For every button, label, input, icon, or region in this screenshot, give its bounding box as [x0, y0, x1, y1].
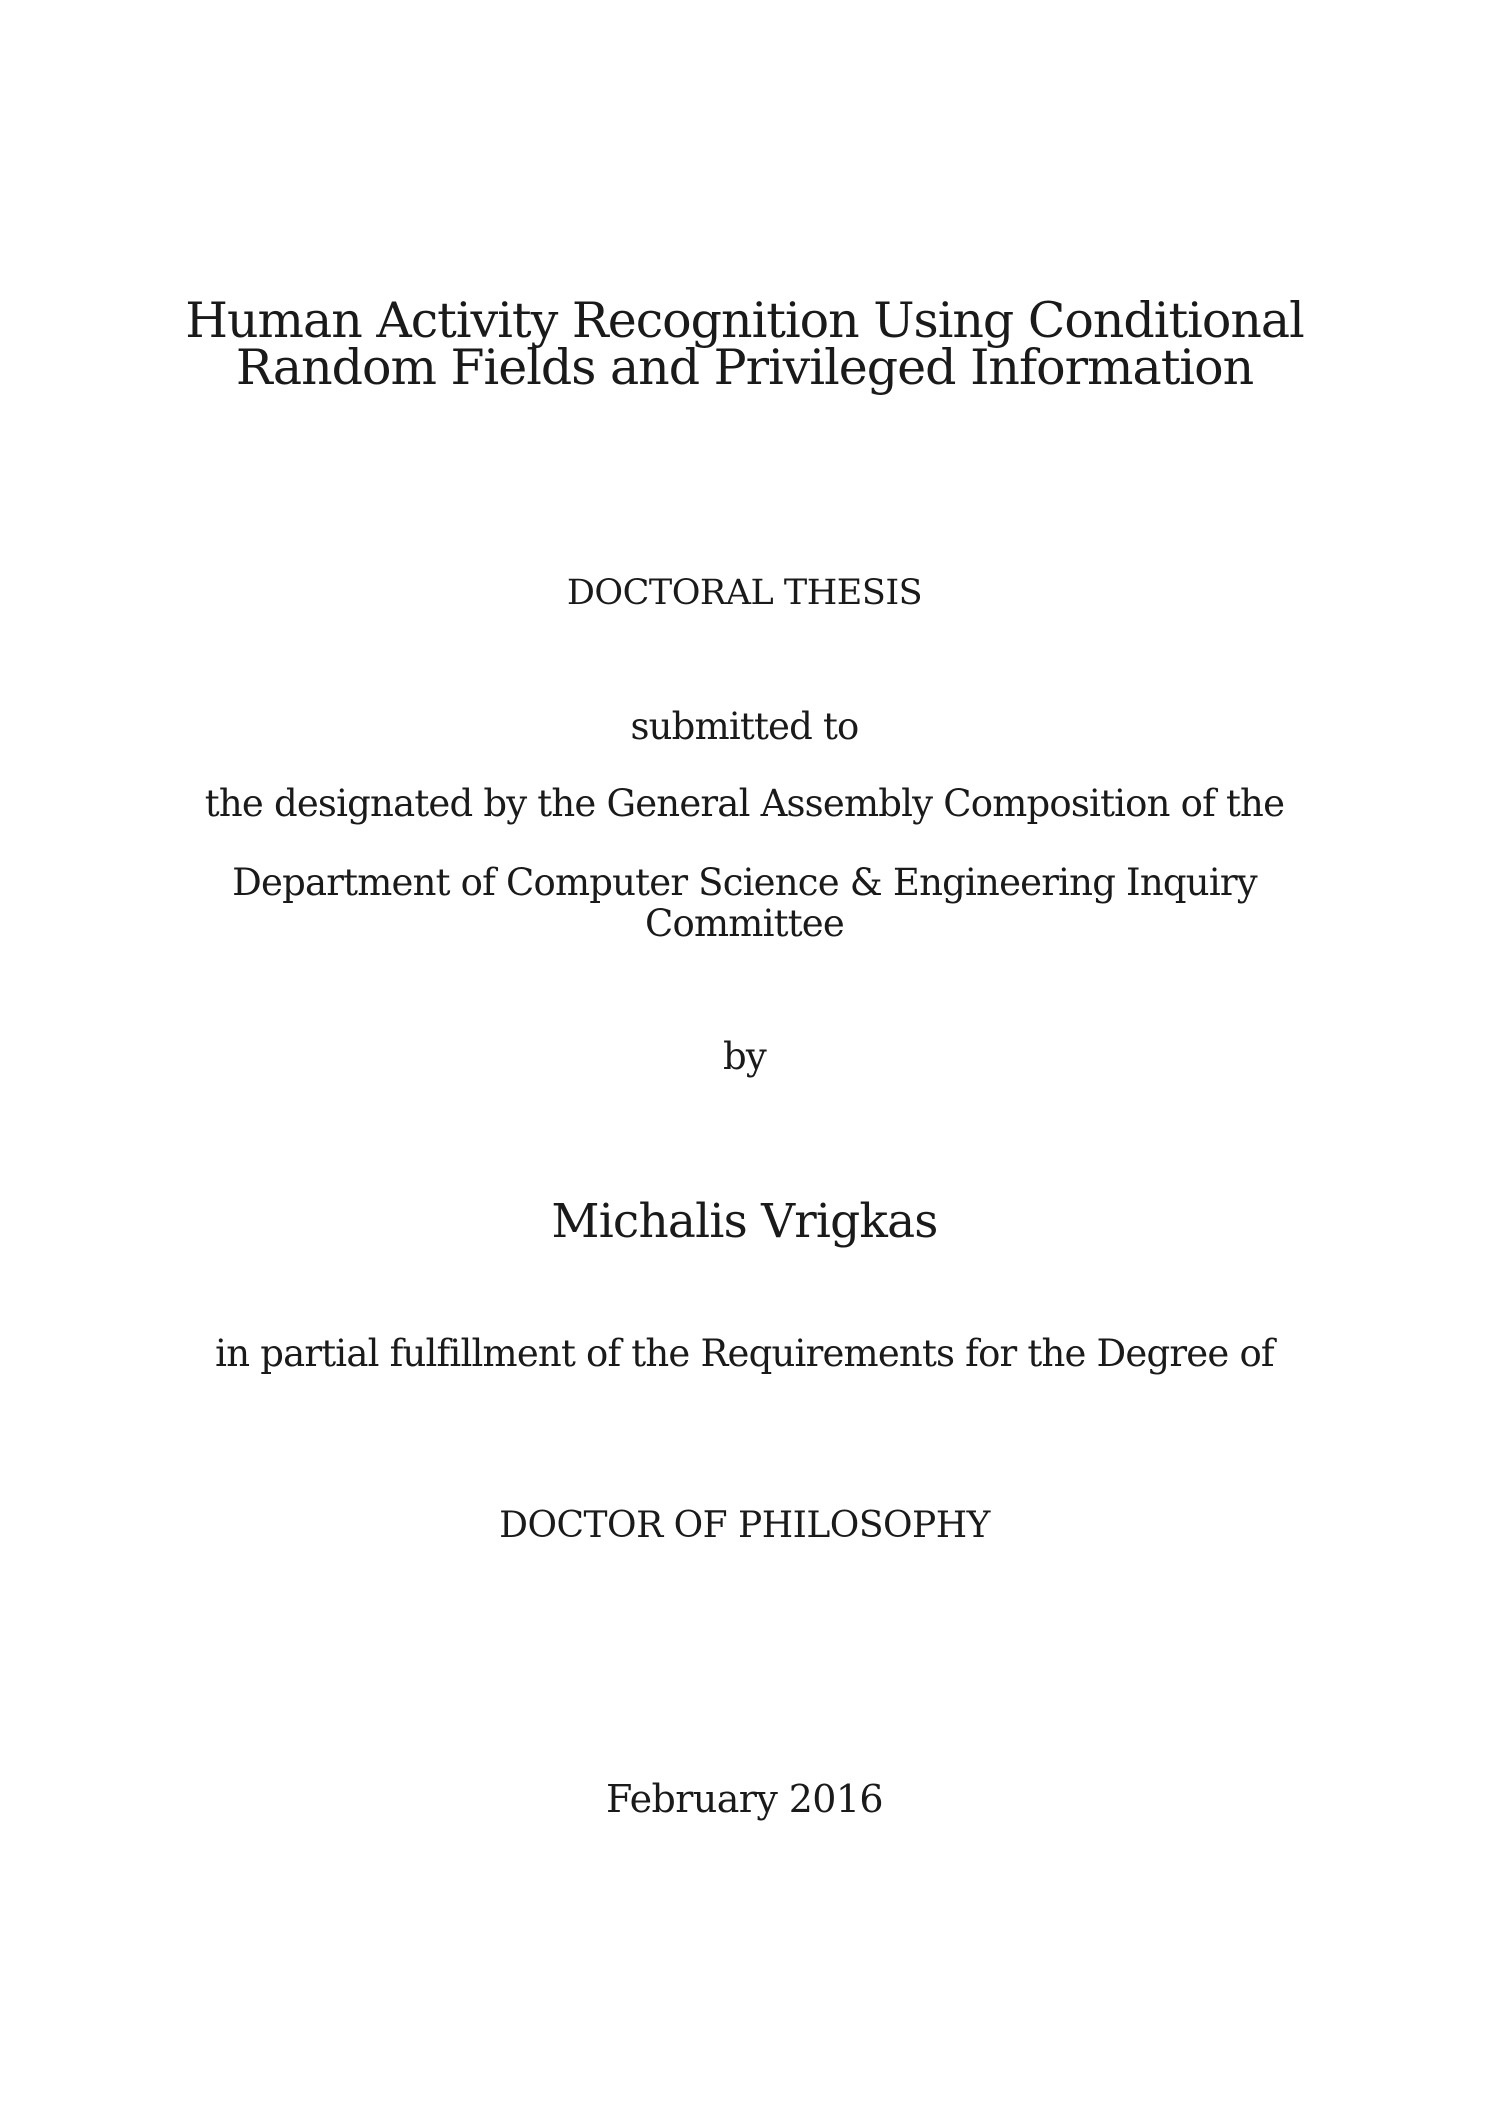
submission-date: February 2016: [605, 1777, 883, 1821]
department-line-1: Department of Computer Science & Engineering Inquiry: [232, 861, 1257, 904]
fulfillment-text: in partial fulfillment of the Requirements for the Degree of: [215, 1332, 1274, 1375]
submitted-to-text: submitted to: [630, 705, 859, 748]
thesis-type: DOCTORAL THESIS: [566, 573, 923, 613]
thesis-title-line-2: Random Fields and Privileged Information: [235, 339, 1254, 396]
thesis-title-line-1: Human Activity Recognition Using Conditional: [185, 292, 1304, 349]
by-text: by: [723, 1035, 766, 1078]
designated-text: the designated by the General Assembly Composition of the: [204, 782, 1285, 825]
degree-name: DOCTOR OF PHILOSOPHY: [499, 1505, 990, 1546]
department-line-2: Committee: [645, 902, 844, 945]
author-name: Michalis Vrigkas: [551, 1194, 938, 1249]
